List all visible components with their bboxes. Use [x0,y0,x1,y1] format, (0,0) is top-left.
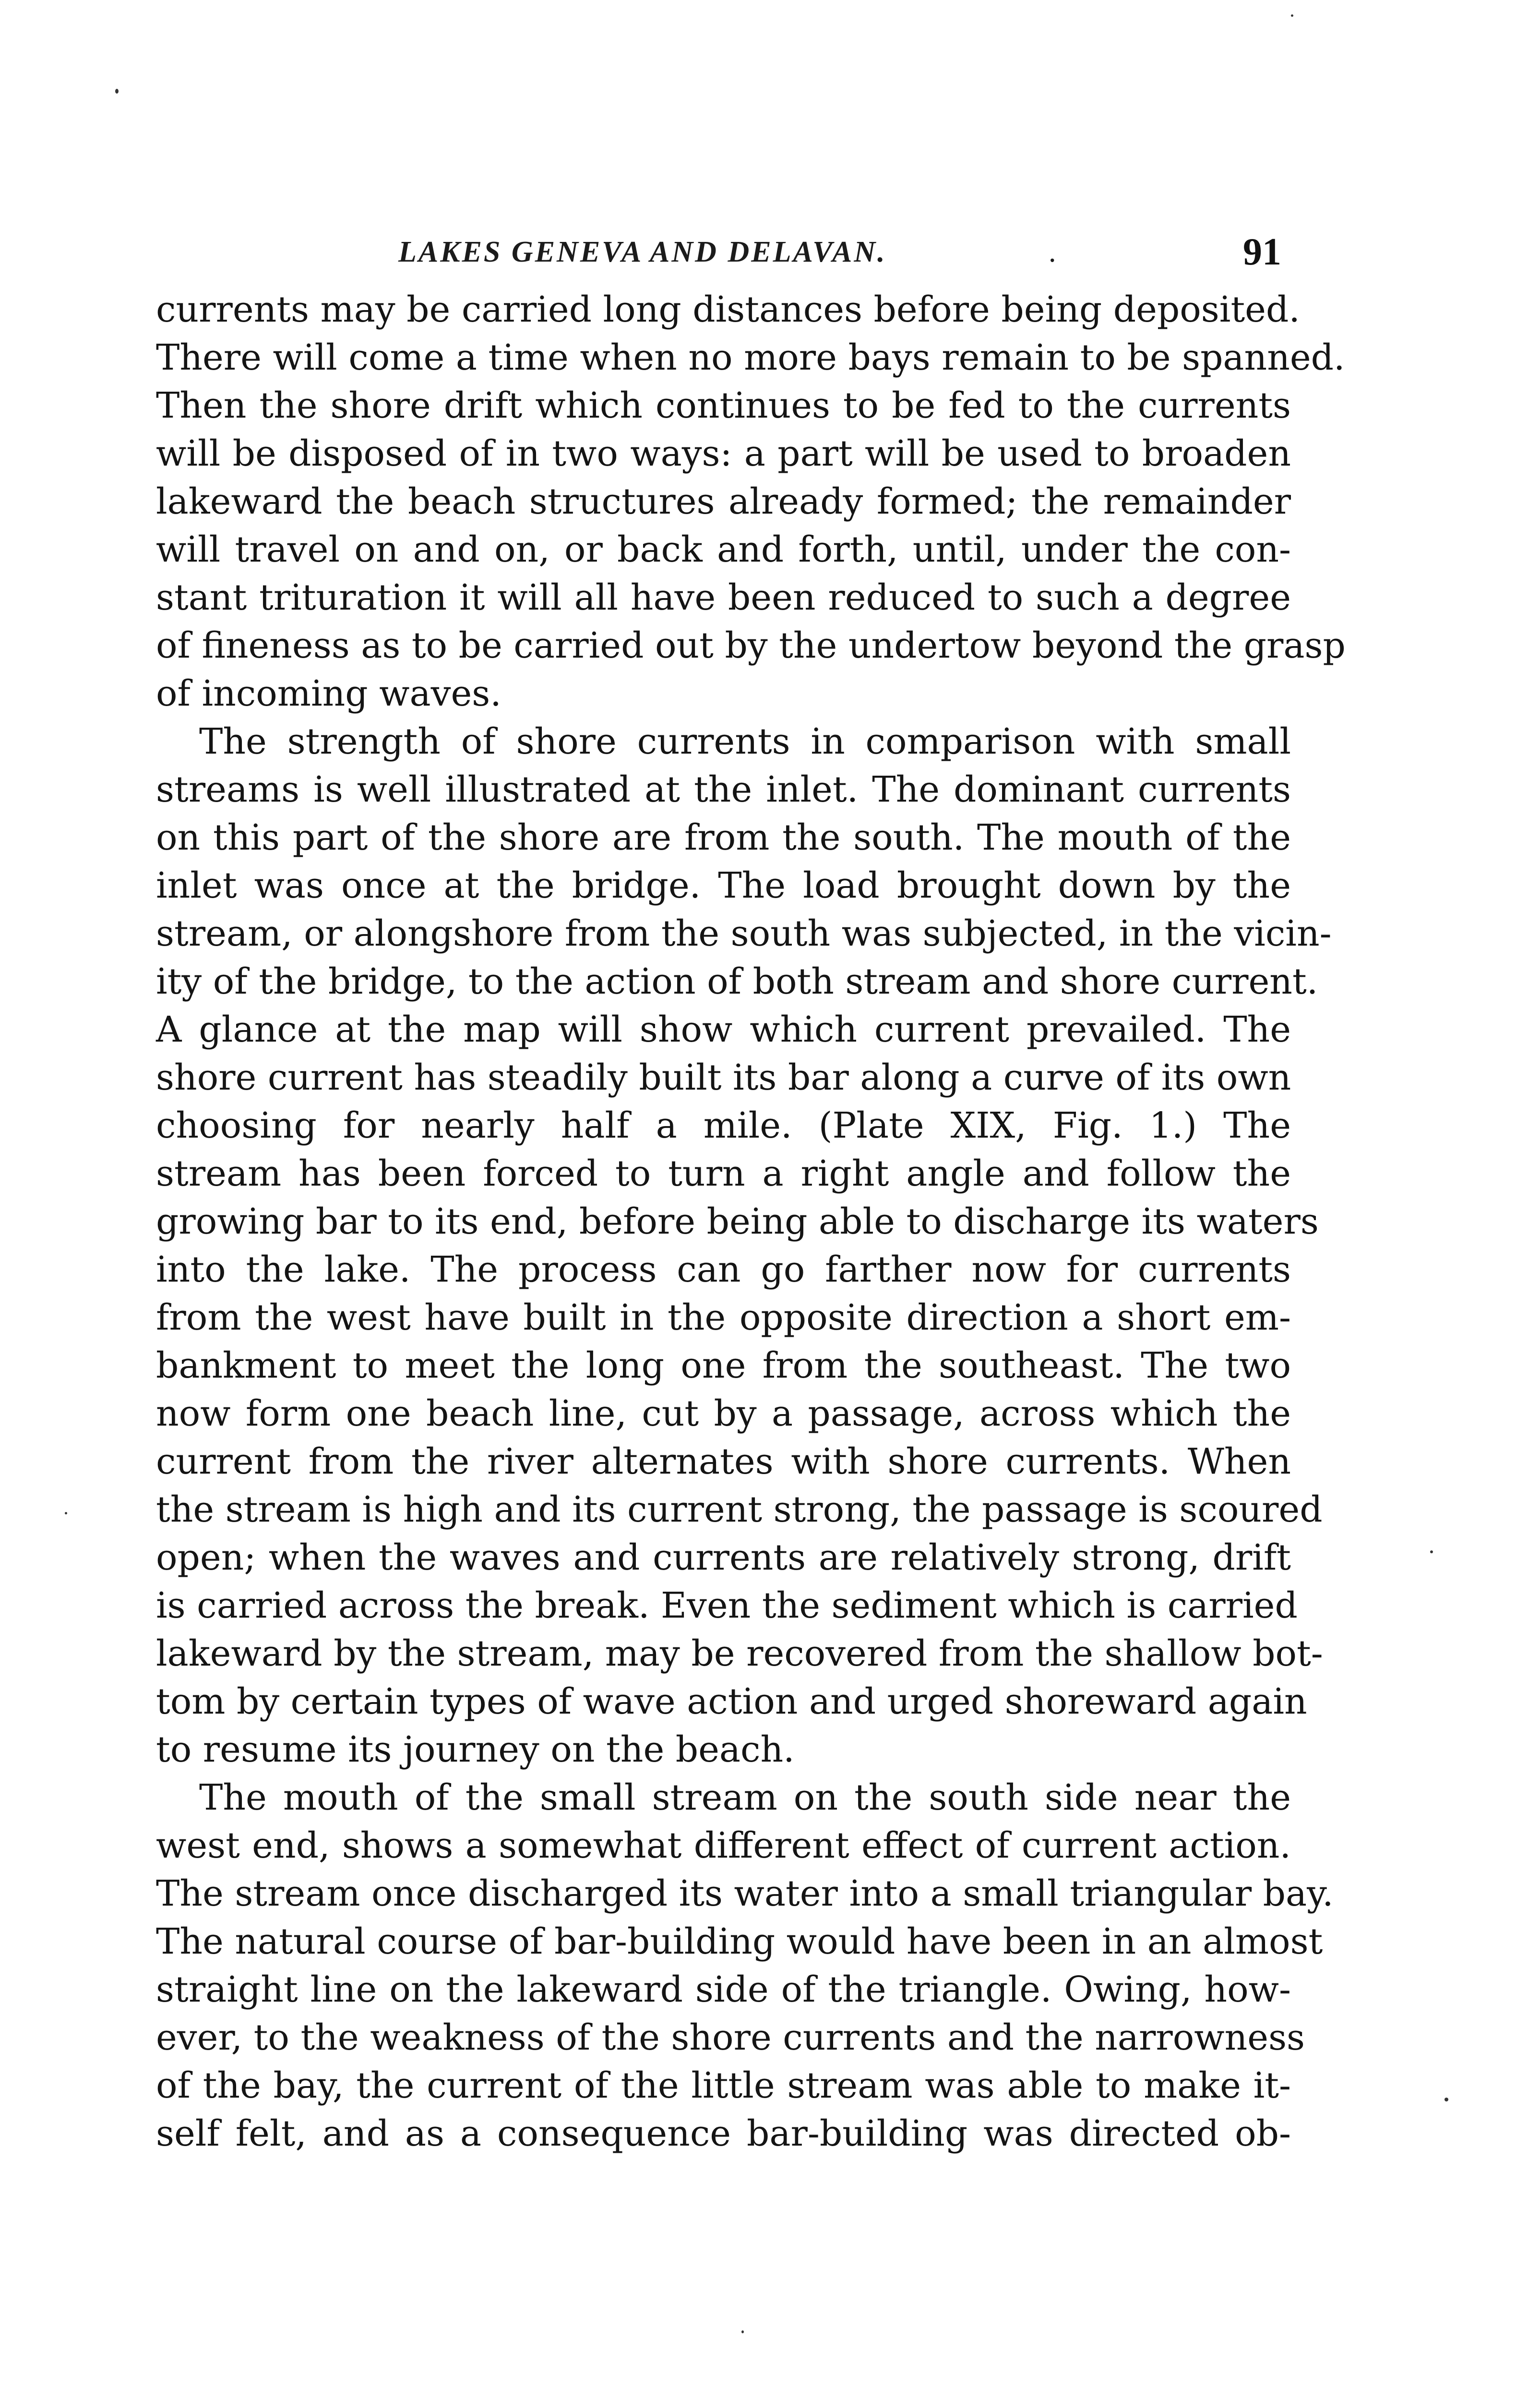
text-line: the stream is high and its current strong, the passage is scoured [156,1489,1323,1530]
text-line: stream, or alongshore from the south was subjected, in the vicin- [156,913,1332,954]
text-line: choosing for nearly half a mile. (Plate XIX, Fig. 1.) The [156,1105,1291,1146]
text-line: growing bar to its end, before being able to discharge its waters [156,1201,1319,1242]
text-line: current from the river alternates with shore currents. When [156,1441,1291,1482]
scan-speck [741,2330,744,2333]
text-line: open; when the waves and currents are relatively strong, drift [156,1537,1291,1578]
scan-speck [115,89,119,94]
text-line: inlet was once at the bridge. The load brought down by the [156,865,1291,906]
text-line: into the lake. The process can go farther now for currents [156,1249,1291,1290]
paragraph-start-line: The strength of shore currents in comparison with small [199,721,1291,762]
page-number: 91 [1243,231,1281,273]
text-line: now form one beach line, cut by a passage, across which the [156,1393,1291,1434]
text-line: straight line on the lakeward side of the triangle. Owing, how- [156,1969,1291,2010]
scan-speck [1430,1550,1433,1553]
text-line: is carried across the break. Even the sediment which is carried [156,1585,1298,1626]
paragraph-end-line: to resume its journey on the beach. [156,1729,795,1770]
text-line: The stream once discharged its water into a small triangular bay. [156,1873,1334,1914]
text-line: from the west have built in the opposite direction a short em- [156,1297,1291,1338]
text-line: streams is well illustrated at the inlet. The dominant currents [156,769,1291,810]
scan-speck [65,1512,67,1514]
text-line: A glance at the map will show which current prevailed. The [156,1009,1291,1050]
text-line: Then the shore drift which continues to be fed to the currents [156,385,1291,426]
text-line: will be disposed of in two ways: a part will be used to broaden [156,433,1291,474]
text-line: lakeward by the stream, may be recovered from the shallow bot- [156,1633,1323,1674]
text-line: will travel on and on, or back and forth, until, under the con- [156,529,1291,570]
text-line: of the bay, the current of the little stream was able to make it- [156,2065,1291,2106]
text-line: The natural course of bar-building would have been in an almost [156,1921,1323,1962]
text-line: shore current has steadily built its bar along a curve of its own [156,1057,1291,1098]
text-line: stream has been forced to turn a right angle and follow the [156,1153,1291,1194]
text-line: There will come a time when no more bays remain to be spanned. [156,337,1345,378]
scan-speck [1444,2098,1448,2101]
text-line: currents may be carried long distances before being deposited. [156,289,1300,330]
text-line: west end, shows a somewhat different effect of current action. [156,1825,1291,1866]
paragraph-start-line: The mouth of the small stream on the south side near the [199,1777,1291,1818]
text-line: stant trituration it will all have been reduced to such a degree [156,577,1291,618]
paragraph-end-line: of incoming waves. [156,673,501,714]
text-line: self felt, and as a consequence bar-building was directed ob- [156,2113,1291,2154]
text-line: ity of the bridge, to the action of both stream and shore current. [156,961,1318,1002]
running-title: LAKES GENEVA AND DELAVAN. [398,236,887,268]
running-title-separator: . [1049,236,1056,268]
text-line: ever, to the weakness of the shore currents and the narrowness [156,2017,1305,2058]
text-line: of fineness as to be carried out by the undertow beyond the grasp [156,625,1346,666]
text-line: on this part of the shore are from the south. The mouth of the [156,817,1291,858]
text-line: tom by certain types of wave action and urged shoreward again [156,1681,1307,1722]
text-line: bankment to meet the long one from the southeast. The two [156,1345,1291,1386]
body-text [156,286,1346,2158]
text-line: lakeward the beach structures already formed; the remainder [156,481,1291,522]
scan-speck [1291,14,1293,17]
